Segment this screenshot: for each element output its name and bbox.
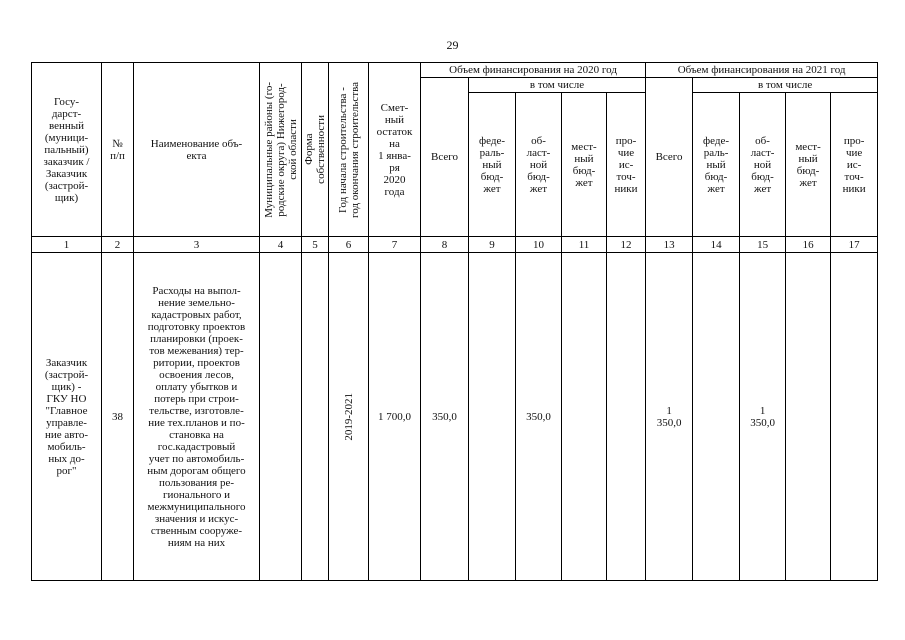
header-other-2020: про- чие ис- точ- ники — [607, 93, 646, 237]
regional-2020-cell: 350,0 — [516, 253, 562, 581]
estimate-balance-cell: 1 700,0 — [369, 253, 421, 581]
column-number: 12 — [607, 237, 646, 253]
header-regional-2021: об- ласт- ной бюд- жет — [740, 93, 786, 237]
header-local-2021: мест- ный бюд- жет — [786, 93, 831, 237]
header-total-2021: Всего — [646, 78, 693, 237]
column-number: 17 — [831, 237, 878, 253]
table-row — [32, 253, 878, 581]
header-customer: Госу- дарст- венный (муници- пальный) заказчик / Заказчик (застрой- щик) — [32, 63, 102, 237]
header-incl-2021: в том числе — [693, 78, 878, 93]
row-number-cell: 38 — [102, 253, 134, 581]
column-number: 15 — [740, 237, 786, 253]
header-federal-2021: феде- раль- ный бюд- жет — [693, 93, 740, 237]
header-number: № п/п — [102, 63, 134, 237]
other-2020-cell — [607, 253, 646, 581]
header-years: Год начала строительства - год окончания строительства — [329, 63, 369, 237]
total-2021-cell: 1 350,0 — [646, 253, 693, 581]
column-number: 7 — [369, 237, 421, 253]
total-2020-cell: 350,0 — [421, 253, 469, 581]
column-number: 11 — [562, 237, 607, 253]
column-number: 8 — [421, 237, 469, 253]
other-2021-cell — [831, 253, 878, 581]
federal-2021-cell — [693, 253, 740, 581]
column-number: 9 — [469, 237, 516, 253]
header-group-2020: Объем финансирования на 2020 год — [421, 63, 646, 78]
column-number-row — [32, 237, 878, 253]
financing-table — [31, 62, 878, 581]
ownership-cell — [302, 253, 329, 581]
column-number: 5 — [302, 237, 329, 253]
page-number: 29 — [446, 38, 459, 52]
header-estimate-balance: Смет- ный остаток на 1 янва- ря 2020 года — [369, 63, 421, 237]
column-number: 6 — [329, 237, 369, 253]
header-ownership: Форма собственности — [302, 63, 329, 237]
header-group-2021: Объем финансирования на 2021 год — [646, 63, 878, 78]
column-number: 2 — [102, 237, 134, 253]
object-name-cell: Расходы на выпол- нение земельно- кадастровых работ, подготовку проектов планировки (проек- тов межевания) тер- ритории, проектов освоения лесов, оплату убытков и потерь при строи- тельстве, изготовле- ние тех.планов и по- становка на гос.кадастровый учет по автомобиль- ным дорогам общего пользования ре- гионального и межмуниципального значения и искус- ственным сооруже- ниям на них — [134, 253, 260, 581]
header-incl-2020: в том числе — [469, 78, 646, 93]
years-cell: 2019-2021 — [329, 253, 369, 581]
header-other-2021: про- чие ис- точ- ники — [831, 93, 878, 237]
column-number: 4 — [260, 237, 302, 253]
column-number: 10 — [516, 237, 562, 253]
customer-cell: Заказчик (застрой- щик) - ГКУ НО "Главное управле- ние авто- мобиль- ных до- рог" — [32, 253, 102, 581]
column-number: 1 — [32, 237, 102, 253]
header-object-name: Наименование объ- екта — [134, 63, 260, 237]
regional-2021-cell: 1 350,0 — [740, 253, 786, 581]
column-number: 16 — [786, 237, 831, 253]
column-number: 3 — [134, 237, 260, 253]
local-2021-cell — [786, 253, 831, 581]
municipality-cell — [260, 253, 302, 581]
header-municipality: Муниципальные районы (го- родские округа) Нижегород- ской области — [260, 63, 302, 237]
header-total-2020: Всего — [421, 78, 469, 237]
federal-2020-cell — [469, 253, 516, 581]
header-local-2020: мест- ный бюд- жет — [562, 93, 607, 237]
local-2020-cell — [562, 253, 607, 581]
column-number: 13 — [646, 237, 693, 253]
header-regional-2020: об- ласт- ной бюд- жет — [516, 93, 562, 237]
header-federal-2020: феде- раль- ный бюд- жет — [469, 93, 516, 237]
column-number: 14 — [693, 237, 740, 253]
